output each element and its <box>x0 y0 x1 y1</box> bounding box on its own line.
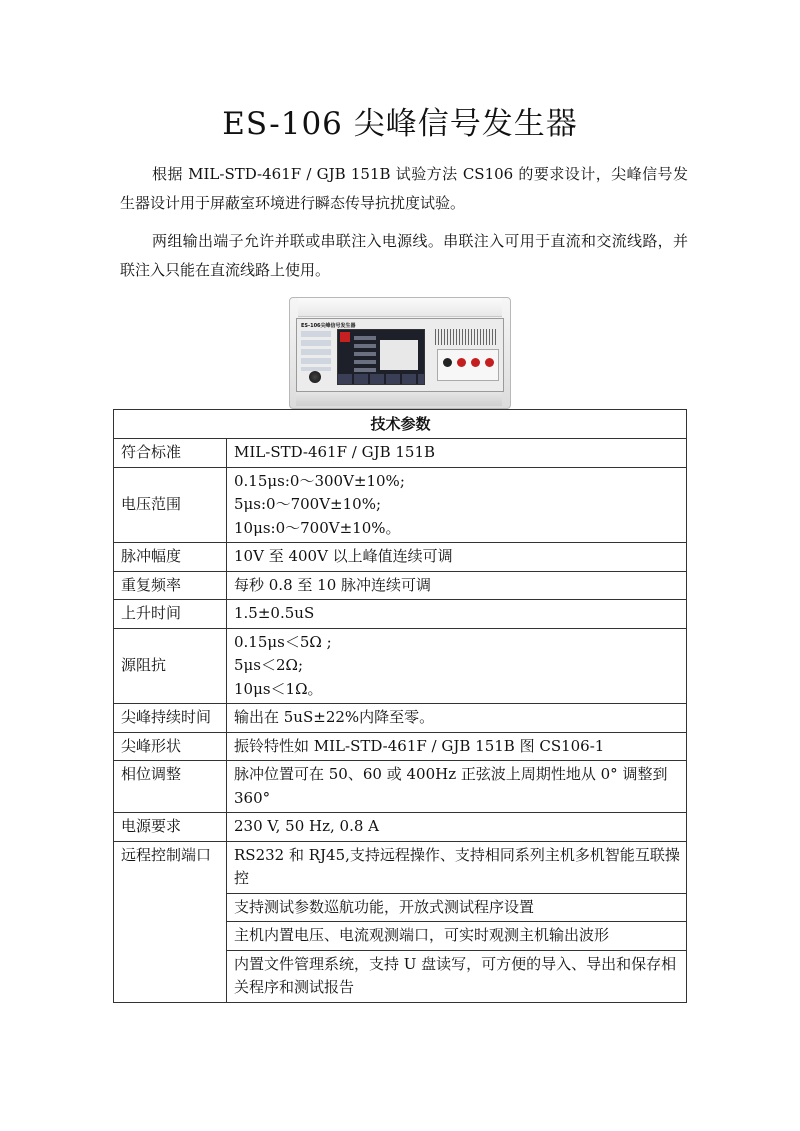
row-value: RS232 和 RJ45,支持远程操作、支持相同系列主机多机智能互联操控 <box>227 841 687 893</box>
row-value: 主机内置电压、电流观测端口，可实时观测主机输出波形 <box>227 922 687 951</box>
row-key: 尖峰形状 <box>114 732 227 761</box>
row-key: 重复频率 <box>114 571 227 600</box>
row-value: 1.5±0.5uS <box>227 600 687 629</box>
value-line: 0.15μs:0～300V±10%; <box>234 471 405 490</box>
row-value: 230 V, 50 Hz, 0.8 A <box>227 813 687 842</box>
device-front-panel <box>296 318 504 392</box>
intro-paragraph-2: 两组输出端子允许并联或串联注入电源线。串联注入可用于直流和交流线路，并联注入只能在直流线路上使用。 <box>120 232 688 279</box>
device-vent <box>435 329 497 345</box>
row-value: 内置文件管理系统，支持 U 盘读写，可方便的导入、导出和保存相关程序和测试报告 <box>227 950 687 1002</box>
value-line: 5μs:0～700V±10%; <box>234 495 382 513</box>
terminal-black-icon <box>443 358 452 367</box>
row-value: 输出在 5uS±22%内降至零。 <box>227 704 687 733</box>
table-row <box>114 467 687 543</box>
table-row <box>114 628 687 704</box>
product-photo <box>289 297 511 409</box>
page-title: ES-106 尖峰信号发生器 <box>222 106 578 142</box>
row-value: 支持测试参数巡航功能，开放式测试程序设置 <box>227 893 687 922</box>
screen-waveform <box>380 340 418 370</box>
device-base <box>296 392 502 406</box>
row-value <box>227 628 687 704</box>
value-line: 10μs＜1Ω。 <box>234 679 323 698</box>
table-row <box>114 543 687 572</box>
row-value: 10V 至 400V 以上峰值连续可调 <box>227 543 687 572</box>
device-knob <box>309 371 321 383</box>
row-key: 相位调整 <box>114 761 227 813</box>
row-value <box>227 467 687 543</box>
spec-table <box>113 409 687 1003</box>
value-line: 0.15μs＜5Ω ; <box>234 632 332 651</box>
value-line: 10μs:0～700V±10%。 <box>234 518 401 537</box>
table-row <box>114 571 687 600</box>
row-value: 脉冲位置可在 50、60 或 400Hz 正弦波上周期性地从 0° 调整到 360° <box>227 761 687 813</box>
table-row <box>114 600 687 629</box>
row-key: 电压范围 <box>114 467 227 543</box>
device-brand-label: ES-106尖峰信号发生器 <box>301 323 356 329</box>
screen-logo-icon <box>340 332 350 342</box>
row-key: 电源要求 <box>114 813 227 842</box>
row-value: 振铃特性如 MIL-STD-461F / GJB 151B 图 CS106-1 <box>227 732 687 761</box>
terminal-red-icon <box>457 358 466 367</box>
row-value: 每秒 0.8 至 10 脉冲连续可调 <box>227 571 687 600</box>
row-key: 上升时间 <box>114 600 227 629</box>
device-top-cover <box>298 298 502 317</box>
table-header: 技术参数 <box>114 410 687 439</box>
value-line: 5μs＜2Ω; <box>234 656 304 674</box>
table-row <box>114 704 687 733</box>
screen-menu <box>354 336 376 376</box>
device-output-terminals <box>437 349 499 381</box>
row-key: 符合标准 <box>114 439 227 468</box>
screen-softkeys <box>338 374 424 384</box>
row-key: 远程控制端口 <box>114 841 227 1002</box>
row-value: MIL-STD-461F / GJB 151B <box>227 439 687 468</box>
terminal-red-icon <box>485 358 494 367</box>
device-side-buttons <box>301 331 331 371</box>
table-row <box>114 813 687 842</box>
device-screen <box>337 329 425 385</box>
table-row <box>114 732 687 761</box>
terminal-red-icon <box>471 358 480 367</box>
table-row <box>114 841 687 893</box>
intro-paragraph-1: 根据 MIL-STD-461F / GJB 151B 试验方法 CS106 的要求设计，尖峰信号发生器设计用于屏蔽室环境进行瞬态传导抗扰度试验。 <box>120 165 688 212</box>
row-key: 脉冲幅度 <box>114 543 227 572</box>
table-header-row <box>114 410 687 439</box>
table-row <box>114 439 687 468</box>
row-key: 尖峰持续时间 <box>114 704 227 733</box>
row-key: 源阻抗 <box>114 628 227 704</box>
table-row <box>114 761 687 813</box>
